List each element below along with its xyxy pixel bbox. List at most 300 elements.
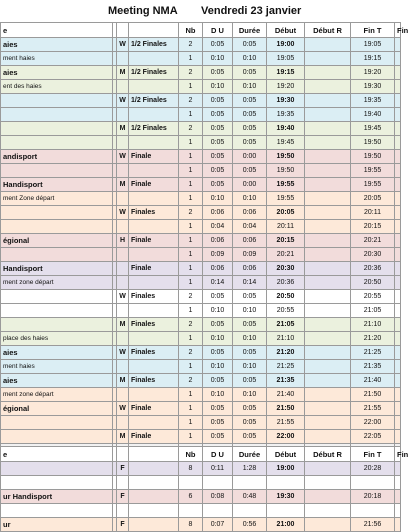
table-row <box>1 476 401 490</box>
round-cell <box>129 108 179 122</box>
start-cell: 21:05 <box>267 318 305 332</box>
final-end-cell <box>395 304 401 318</box>
count-cell: 1 <box>179 178 203 192</box>
duration-cell: 0:10 <box>233 360 267 374</box>
duration-cell: 0:10 <box>233 304 267 318</box>
unit-duration-cell: 0:10 <box>203 332 233 346</box>
round-cell <box>129 490 179 504</box>
start-cell: 19:50 <box>267 164 305 178</box>
end-cell: 19:55 <box>351 164 395 178</box>
count-cell: 1 <box>179 220 203 234</box>
count-cell: 1 <box>179 276 203 290</box>
round-cell: Finale <box>129 402 179 416</box>
final-end-cell <box>395 206 401 220</box>
start-cell: 20:15 <box>267 234 305 248</box>
gender-cell: M <box>117 318 129 332</box>
final-end-cell <box>395 518 401 532</box>
duration-cell: 0:05 <box>233 430 267 444</box>
table-row <box>1 38 401 52</box>
end-cell: 21:35 <box>351 360 395 374</box>
start-cell <box>267 504 305 518</box>
unit-duration-cell: 0:04 <box>203 220 233 234</box>
actual-start-cell <box>305 346 351 360</box>
unit-duration-cell <box>203 504 233 518</box>
unit-duration-cell: 0:06 <box>203 206 233 220</box>
start-cell: 19:30 <box>267 490 305 504</box>
event-cell <box>1 504 113 518</box>
final-end-cell <box>395 94 401 108</box>
event-cell: place des haies <box>1 332 113 346</box>
event-cell <box>1 206 113 220</box>
round-cell: Finales <box>129 290 179 304</box>
start-cell: 20:05 <box>267 206 305 220</box>
end-cell: 20:28 <box>351 462 395 476</box>
final-end-cell <box>395 178 401 192</box>
duration-cell: 0:06 <box>233 206 267 220</box>
actual-start-cell <box>305 476 351 490</box>
duration-cell: 0:09 <box>233 248 267 262</box>
gender-cell: W <box>117 402 129 416</box>
actual-start-cell <box>305 504 351 518</box>
end-cell: 21:50 <box>351 388 395 402</box>
column-header <box>117 447 129 462</box>
duration-cell: 0:05 <box>233 94 267 108</box>
table-row <box>1 276 401 290</box>
count-cell: 8 <box>179 518 203 532</box>
final-end-cell <box>395 504 401 518</box>
actual-start-cell <box>305 150 351 164</box>
duration-cell <box>233 476 267 490</box>
round-cell: 1/2 Finales <box>129 66 179 80</box>
final-end-cell <box>395 318 401 332</box>
end-cell <box>351 504 395 518</box>
end-cell <box>351 476 395 490</box>
final-end-cell <box>395 248 401 262</box>
duration-cell: 0:05 <box>233 164 267 178</box>
table-row <box>1 136 401 150</box>
final-end-cell <box>395 220 401 234</box>
duration-cell: 0:05 <box>233 346 267 360</box>
count-cell: 2 <box>179 206 203 220</box>
column-header: Début <box>267 447 305 462</box>
end-cell: 19:05 <box>351 38 395 52</box>
count-cell <box>179 504 203 518</box>
actual-start-cell <box>305 164 351 178</box>
table-row <box>1 234 401 248</box>
end-cell: 19:15 <box>351 52 395 66</box>
start-cell: 19:55 <box>267 192 305 206</box>
column-header: Nb <box>179 447 203 462</box>
column-header <box>117 23 129 38</box>
event-cell <box>1 122 113 136</box>
count-cell: 1 <box>179 248 203 262</box>
end-cell: 21:56 <box>351 518 395 532</box>
final-end-cell <box>395 38 401 52</box>
start-cell: 19:20 <box>267 80 305 94</box>
event-cell: aies <box>1 346 113 360</box>
event-cell: Handisport <box>1 178 113 192</box>
unit-duration-cell: 0:05 <box>203 150 233 164</box>
actual-start-cell <box>305 136 351 150</box>
actual-start-cell <box>305 94 351 108</box>
column-header <box>129 447 179 462</box>
event-cell <box>1 318 113 332</box>
table-row <box>1 178 401 192</box>
round-cell: 1/2 Finales <box>129 38 179 52</box>
final-end-cell <box>395 234 401 248</box>
actual-start-cell <box>305 462 351 476</box>
event-cell: égional <box>1 402 113 416</box>
count-cell: 1 <box>179 52 203 66</box>
round-cell: Finale <box>129 430 179 444</box>
sessions-table <box>0 22 408 458</box>
round-cell: Finales <box>129 374 179 388</box>
table-row <box>1 462 401 476</box>
start-cell: 19:30 <box>267 94 305 108</box>
unit-duration-cell: 0:05 <box>203 136 233 150</box>
event-cell <box>1 248 113 262</box>
unit-duration-cell: 0:05 <box>203 416 233 430</box>
gender-cell <box>117 416 129 430</box>
final-end-cell <box>395 402 401 416</box>
column-header: Durée <box>233 447 267 462</box>
count-cell: 1 <box>179 150 203 164</box>
round-cell <box>129 332 179 346</box>
finals-table <box>0 446 408 532</box>
count-cell: 1 <box>179 402 203 416</box>
start-cell: 21:40 <box>267 388 305 402</box>
count-cell: 1 <box>179 360 203 374</box>
gender-cell: F <box>117 490 129 504</box>
count-cell: 2 <box>179 318 203 332</box>
table-row <box>1 430 401 444</box>
end-cell: 19:35 <box>351 94 395 108</box>
gender-cell <box>117 52 129 66</box>
table-row <box>1 304 401 318</box>
table-row <box>1 332 401 346</box>
count-cell: 6 <box>179 490 203 504</box>
duration-cell: 0:05 <box>233 416 267 430</box>
duration-cell: 0:05 <box>233 66 267 80</box>
start-cell: 21:35 <box>267 374 305 388</box>
round-cell: Finales <box>129 346 179 360</box>
duration-cell: 0:04 <box>233 220 267 234</box>
column-header: Fin <box>395 23 401 38</box>
round-cell: Finale <box>129 262 179 276</box>
actual-start-cell <box>305 304 351 318</box>
round-cell: 1/2 Finales <box>129 122 179 136</box>
document-title <box>0 0 400 22</box>
actual-start-cell <box>305 108 351 122</box>
meeting-name: Meeting NMA <box>108 5 178 17</box>
table-row <box>1 318 401 332</box>
final-end-cell <box>395 108 401 122</box>
end-cell: 20:30 <box>351 248 395 262</box>
duration-cell: 0:05 <box>233 402 267 416</box>
gender-cell <box>117 304 129 318</box>
gender-cell <box>117 192 129 206</box>
column-header: Début R <box>305 23 351 38</box>
event-cell: ent des haies <box>1 80 113 94</box>
start-cell: 20:21 <box>267 248 305 262</box>
duration-cell: 0:05 <box>233 136 267 150</box>
unit-duration-cell: 0:05 <box>203 108 233 122</box>
actual-start-cell <box>305 206 351 220</box>
table-row <box>1 52 401 66</box>
start-cell: 21:00 <box>267 518 305 532</box>
duration-cell: 0:10 <box>233 388 267 402</box>
end-cell: 22:05 <box>351 430 395 444</box>
gender-cell <box>117 476 129 490</box>
end-cell: 19:20 <box>351 66 395 80</box>
round-cell: Finale <box>129 150 179 164</box>
gender-cell <box>117 276 129 290</box>
actual-start-cell <box>305 402 351 416</box>
end-cell: 21:10 <box>351 318 395 332</box>
table-row <box>1 94 401 108</box>
unit-duration-cell: 0:05 <box>203 164 233 178</box>
gender-cell <box>117 332 129 346</box>
final-end-cell <box>395 388 401 402</box>
count-cell: 1 <box>179 192 203 206</box>
round-cell <box>129 416 179 430</box>
end-cell: 21:40 <box>351 374 395 388</box>
actual-start-cell <box>305 178 351 192</box>
end-cell: 20:36 <box>351 262 395 276</box>
column-header: Durée <box>233 23 267 38</box>
event-cell: andisport <box>1 150 113 164</box>
unit-duration-cell: 0:10 <box>203 80 233 94</box>
actual-start-cell <box>305 52 351 66</box>
start-cell: 20:36 <box>267 276 305 290</box>
gender-cell <box>117 388 129 402</box>
table-row <box>1 122 401 136</box>
round-cell <box>129 192 179 206</box>
gender-cell: W <box>117 38 129 52</box>
final-end-cell <box>395 66 401 80</box>
round-cell <box>129 276 179 290</box>
column-header: Début R <box>305 447 351 462</box>
count-cell: 2 <box>179 374 203 388</box>
unit-duration-cell: 0:06 <box>203 262 233 276</box>
event-cell <box>1 164 113 178</box>
end-cell: 20:15 <box>351 220 395 234</box>
table-row <box>1 402 401 416</box>
gender-cell: W <box>117 206 129 220</box>
duration-cell: 0:05 <box>233 374 267 388</box>
gender-cell: M <box>117 374 129 388</box>
event-cell <box>1 290 113 304</box>
gender-cell <box>117 80 129 94</box>
duration-cell: 0:05 <box>233 122 267 136</box>
actual-start-cell <box>305 332 351 346</box>
event-cell: aies <box>1 38 113 52</box>
round-cell <box>129 388 179 402</box>
meeting-date: Vendredi 23 janvier <box>201 5 302 17</box>
event-cell <box>1 94 113 108</box>
end-cell: 19:45 <box>351 122 395 136</box>
final-end-cell <box>395 80 401 94</box>
count-cell: 8 <box>179 462 203 476</box>
column-header <box>129 23 179 38</box>
table-row <box>1 192 401 206</box>
unit-duration-cell: 0:05 <box>203 374 233 388</box>
final-end-cell <box>395 192 401 206</box>
round-cell: Finales <box>129 206 179 220</box>
end-cell: 20:21 <box>351 234 395 248</box>
gender-cell: M <box>117 430 129 444</box>
start-cell: 22:00 <box>267 430 305 444</box>
column-header: e <box>1 23 113 38</box>
count-cell: 2 <box>179 290 203 304</box>
gender-cell: M <box>117 122 129 136</box>
count-cell: 2 <box>179 66 203 80</box>
actual-start-cell <box>305 276 351 290</box>
actual-start-cell <box>305 416 351 430</box>
end-cell: 20:50 <box>351 276 395 290</box>
table-row <box>1 108 401 122</box>
actual-start-cell <box>305 374 351 388</box>
event-cell <box>1 462 113 476</box>
unit-duration-cell: 0:10 <box>203 304 233 318</box>
unit-duration-cell: 0:08 <box>203 490 233 504</box>
actual-start-cell <box>305 318 351 332</box>
table-row <box>1 206 401 220</box>
gender-cell: F <box>117 518 129 532</box>
unit-duration-cell: 0:10 <box>203 388 233 402</box>
gender-cell: H <box>117 234 129 248</box>
round-cell <box>129 476 179 490</box>
duration-cell: 0:00 <box>233 150 267 164</box>
round-cell <box>129 504 179 518</box>
unit-duration-cell: 0:05 <box>203 290 233 304</box>
start-cell: 19:45 <box>267 136 305 150</box>
unit-duration-cell: 0:05 <box>203 430 233 444</box>
event-cell <box>1 304 113 318</box>
final-end-cell <box>395 290 401 304</box>
event-cell <box>1 108 113 122</box>
start-cell: 21:20 <box>267 346 305 360</box>
count-cell: 1 <box>179 416 203 430</box>
unit-duration-cell: 0:10 <box>203 52 233 66</box>
final-end-cell <box>395 374 401 388</box>
final-end-cell <box>395 416 401 430</box>
end-cell: 20:55 <box>351 290 395 304</box>
end-cell: 19:50 <box>351 150 395 164</box>
actual-start-cell <box>305 430 351 444</box>
count-cell: 1 <box>179 332 203 346</box>
count-cell <box>179 476 203 490</box>
table-row <box>1 164 401 178</box>
column-header: D U <box>203 447 233 462</box>
gender-cell <box>117 504 129 518</box>
end-cell: 21:05 <box>351 304 395 318</box>
actual-start-cell <box>305 360 351 374</box>
duration-cell: 0:10 <box>233 80 267 94</box>
table-row <box>1 490 401 504</box>
final-end-cell <box>395 430 401 444</box>
start-cell: 21:55 <box>267 416 305 430</box>
end-cell: 22:00 <box>351 416 395 430</box>
column-header: Fin <box>395 447 401 462</box>
column-header: D U <box>203 23 233 38</box>
end-cell: 20:05 <box>351 192 395 206</box>
column-header: Fin T <box>351 447 395 462</box>
start-cell: 21:50 <box>267 402 305 416</box>
duration-cell: 0:10 <box>233 332 267 346</box>
end-cell: 21:20 <box>351 332 395 346</box>
count-cell: 1 <box>179 388 203 402</box>
gender-cell: M <box>117 66 129 80</box>
event-cell: aies <box>1 374 113 388</box>
unit-duration-cell: 0:05 <box>203 122 233 136</box>
table-row <box>1 346 401 360</box>
gender-cell <box>117 136 129 150</box>
column-header: Nb <box>179 23 203 38</box>
event-cell: ment zone départ <box>1 388 113 402</box>
duration-cell: 0:48 <box>233 490 267 504</box>
gender-cell <box>117 248 129 262</box>
end-cell: 20:11 <box>351 206 395 220</box>
start-cell: 19:35 <box>267 108 305 122</box>
unit-duration-cell: 0:14 <box>203 276 233 290</box>
actual-start-cell <box>305 122 351 136</box>
count-cell: 1 <box>179 80 203 94</box>
header-row <box>1 23 401 38</box>
unit-duration-cell: 0:06 <box>203 234 233 248</box>
column-header: Début <box>267 23 305 38</box>
duration-cell: 0:10 <box>233 52 267 66</box>
table-row <box>1 248 401 262</box>
unit-duration-cell: 0:10 <box>203 192 233 206</box>
end-cell: 21:25 <box>351 346 395 360</box>
count-cell: 2 <box>179 122 203 136</box>
start-cell: 20:55 <box>267 304 305 318</box>
unit-duration-cell: 0:05 <box>203 94 233 108</box>
start-cell: 19:00 <box>267 462 305 476</box>
event-cell: égional <box>1 234 113 248</box>
unit-duration-cell: 0:11 <box>203 462 233 476</box>
duration-cell: 0:10 <box>233 192 267 206</box>
header-row <box>1 447 401 462</box>
final-end-cell <box>395 360 401 374</box>
end-cell: 21:55 <box>351 402 395 416</box>
round-cell <box>129 518 179 532</box>
column-header: Fin T <box>351 23 395 38</box>
actual-start-cell <box>305 234 351 248</box>
duration-cell: 0:00 <box>233 178 267 192</box>
end-cell: 19:40 <box>351 108 395 122</box>
round-cell <box>129 360 179 374</box>
round-cell <box>129 164 179 178</box>
event-cell <box>1 220 113 234</box>
start-cell: 19:15 <box>267 66 305 80</box>
end-cell: 19:55 <box>351 178 395 192</box>
actual-start-cell <box>305 388 351 402</box>
count-cell: 1 <box>179 430 203 444</box>
table-row <box>1 360 401 374</box>
table-row <box>1 504 401 518</box>
start-cell: 19:55 <box>267 178 305 192</box>
final-end-cell <box>395 346 401 360</box>
actual-start-cell <box>305 248 351 262</box>
table-row <box>1 388 401 402</box>
final-end-cell <box>395 476 401 490</box>
duration-cell: 0:06 <box>233 262 267 276</box>
final-end-cell <box>395 164 401 178</box>
actual-start-cell <box>305 262 351 276</box>
duration-cell <box>233 504 267 518</box>
